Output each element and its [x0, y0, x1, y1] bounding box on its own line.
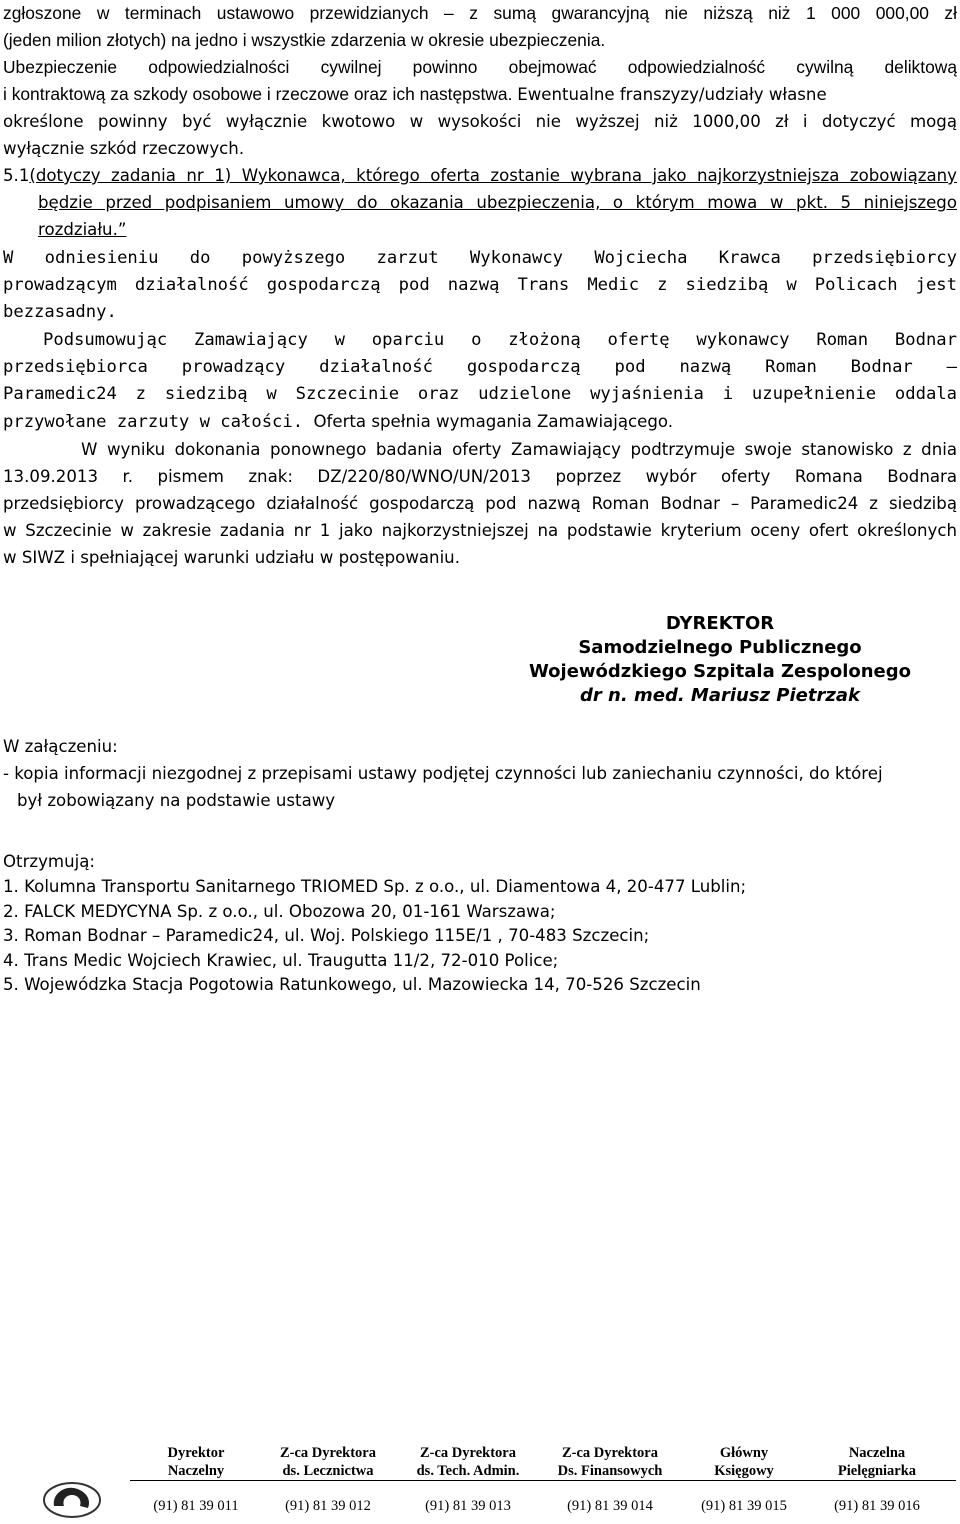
footer-col [398, 1444, 538, 1480]
text-line: Podsumowując Zamawiający w oparciu o złożoną ofertę wykonawcy Roman Bodnar [43, 330, 957, 350]
footer-role: Ds. Finansowych [557, 1463, 663, 1479]
footer-phone: (91) 81 39 016 [834, 1498, 920, 1514]
footer-role: Z-ca Dyrektora [280, 1445, 376, 1461]
attachment-section [3, 733, 957, 814]
footer-phone: (91) 81 39 011 [153, 1498, 239, 1514]
list-item: 2. FALCK MEDYCYNA Sp. z o.o., ul. Obozowa 20, 01-161 Warszawa; [3, 901, 556, 921]
text-segment: Oferta spełnia wymagania Zamawiającego. [313, 412, 674, 431]
signature-line: Wojewódzkiego Szpitala Zespolonego [528, 661, 912, 682]
signature-title: DYREKTOR [665, 613, 775, 634]
text-line: wyłącznie szkód rzeczowych. [3, 139, 245, 158]
text-line-mixed [3, 81, 957, 108]
recipients-section [3, 849, 957, 998]
summary-paragraph [3, 327, 957, 435]
deductible-paragraph [3, 108, 957, 162]
text-line: Paramedic24 z siedzibą w Szczecinie oraz udzielone wyjaśnienia i uzupełnienie oddala [3, 384, 957, 404]
list-item: 3. Roman Bodnar – Paramedic24, ul. Woj. Polskiego 115E/1 , 70-483 Szczecin; [3, 926, 650, 945]
footer-role: Księgowy [714, 1463, 774, 1479]
footer-role: Dyrektor [167, 1445, 225, 1461]
text-line: w Szczecinie w zakresie zadania nr 1 jako najkorzystniejszej na podstawie kryterium oceny ofert określonych [3, 521, 957, 540]
text-line: 13.09.2013 r. pismem znak: DZ/220/80/WNO/UN/2013 poprzez wybór oferty Romana Bodnara [3, 467, 957, 486]
footer-col [674, 1444, 814, 1480]
signature-line: Samodzielnego Publicznego [578, 637, 862, 658]
list-item: 5. Wojewódzka Stacja Pogotowia Ratunkowego, ul. Mazowiecka 14, 70-526 Szczecin [3, 975, 701, 994]
signature-block [500, 612, 940, 708]
footer-role: Naczelna [848, 1445, 906, 1461]
text-line: (dotyczy zadania nr 1) Wykonawca, którego oferta zostanie wybrana jako najkorzystniejsza zobowiązany [29, 166, 957, 185]
footer-role: Z-ca Dyrektora [420, 1445, 516, 1461]
text-line: - kopia informacji niezgodnej z przepisami ustawy podjętej czynności lub zaniechaniu czynności, do której [3, 764, 883, 783]
footer-role: ds. Lecznictwa [282, 1463, 374, 1479]
footer-role: Pielęgniarka [837, 1463, 917, 1479]
footer-role: Z-ca Dyrektora [562, 1445, 658, 1461]
footer-role: Naczelny [167, 1463, 225, 1479]
footer-col [126, 1444, 266, 1480]
objection-paragraph [3, 245, 957, 326]
text-line: zgłoszone w terminach ustawowo przewidzianych – z sumą gwarancyjną nie niższą niż 1 000 000,00 zł [3, 3, 957, 23]
text-line: Ubezpieczenie odpowiedzialności cywilnej powinno obejmować odpowiedzialność cywilną deliktową [3, 57, 957, 77]
text-line: w SIWZ i spełniającej warunki udziału w postępowaniu. [3, 548, 460, 567]
text-line: (jeden milion złotych) na jedno i wszystkie zdarzenia w okresie ubezpieczenia. [3, 30, 606, 50]
text-line: przedsiębiorcy prowadzącego działalność gospodarczą pod nazwą Roman Bodnar – Paramedic24 z siedzibą [3, 494, 957, 513]
text-line: przedsiębiorca prowadzący działalność gospodarczą pod nazwą Roman Bodnar – [3, 357, 957, 377]
footer-role: Główny [719, 1445, 769, 1461]
text-segment: Ewentualne franszyzy/udziały własne [517, 85, 827, 104]
signature-name: dr n. med. Mariusz Pietrzak [580, 685, 860, 706]
text-line-mixed [3, 408, 957, 435]
text-line: bezzasadny. [3, 302, 117, 322]
footer-col [807, 1444, 947, 1480]
text-line: był zobowiązany na podstawie ustawy [17, 791, 336, 810]
attachment-heading: W załączeniu: [3, 737, 118, 756]
telephone-icon [42, 1480, 102, 1524]
text-line: W odniesieniu do powyższego zarzut Wykonawcy Wojciecha Krawca przedsiębiorcy [3, 248, 957, 268]
footer-phone: (91) 81 39 012 [285, 1498, 371, 1514]
list-item: 1. Kolumna Transportu Sanitarnego TRIOMED Sp. z o.o., ul. Diamentowa 4, 20-477 Lublin; [3, 877, 747, 896]
text-line: W wyniku dokonania ponownego badania oferty Zamawiający podtrzymuje swoje stanowisko z dnia [81, 440, 957, 459]
text-line: rozdziału.” [38, 220, 127, 239]
insurance-paragraph [3, 0, 957, 108]
list-item: 4. Trans Medic Wojciech Krawiec, ul. Traugutta 11/2, 72-010 Police; [3, 950, 559, 970]
footer [0, 1440, 960, 1524]
item-5-1 [3, 162, 957, 243]
footer-col [258, 1444, 398, 1480]
item-5-1-first-line [3, 162, 957, 189]
recipients-heading: Otrzymują: [3, 852, 95, 871]
text-segment: przywołane zarzuty w całości. [3, 412, 304, 432]
text-segment: i kontraktową za szkody osobowe i rzeczowe oraz ich następstwa. [3, 84, 513, 104]
footer-phone: (91) 81 39 015 [701, 1498, 787, 1514]
footer-role: ds. Tech. Admin. [416, 1463, 520, 1479]
footer-phone: (91) 81 39 013 [425, 1498, 511, 1514]
final-paragraph [3, 436, 957, 571]
text-line: prowadzącym działalność gospodarczą pod nazwą Trans Medic z siedzibą w Policach jest [3, 275, 957, 295]
item-number: 5.1 [3, 166, 30, 185]
text-line: będzie przed podpisaniem umowy do okazania ubezpieczenia, o którym mowa w pkt. 5 niniejszego [38, 193, 957, 212]
text-line: określone powinny być wyłącznie kwotowo w wysokości nie wyższej niż 1000,00 zł i dotyczyć mogą [3, 112, 957, 131]
footer-col [540, 1444, 680, 1480]
footer-divider [130, 1480, 956, 1481]
footer-phone: (91) 81 39 014 [567, 1498, 653, 1514]
